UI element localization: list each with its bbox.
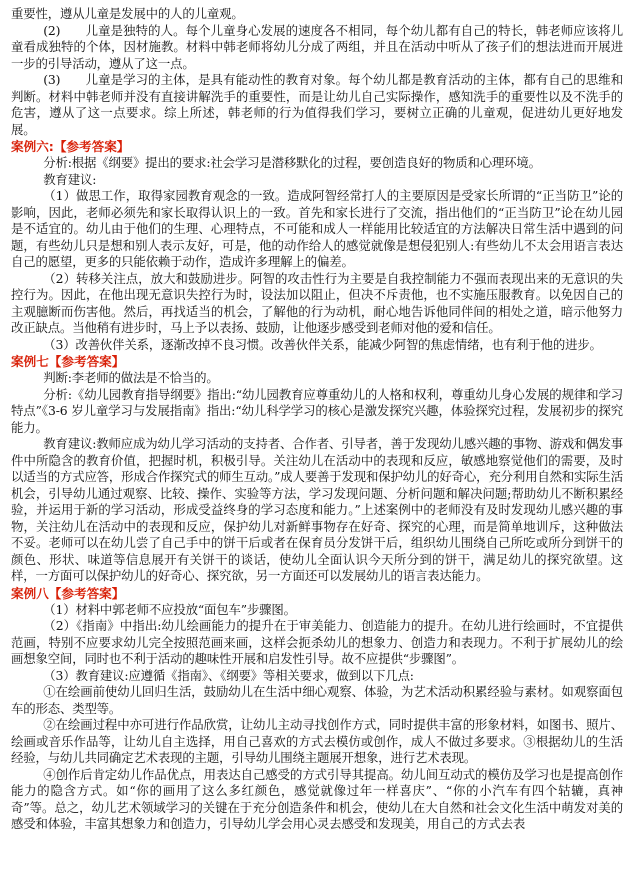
paragraph: 分析:根据《纲要》提出的要求:社会学习是潜移默化的过程，要创造良好的物质和心理环境。 [43,155,541,170]
document-page [11,6,623,833]
paragraph: ①在绘画前使幼儿回归生活，鼓励幼儿在生活中细心观察、体验，为艺术活动积累经验与素材。如观察面包车的形态、类型等。 [11,684,623,716]
paragraph: 重要性，遵从儿童是发展中的人的儿童观。 [11,6,244,21]
paragraph: (2) 儿童是独特的人。每个儿童身心发展的速度各不相同，每个幼儿都有自己的特长，韩老师应该将儿童看成独特的个体，因材施教。材料中韩老师将幼儿分成了两组，并且在活动中听从了孩子们的想法进而开展进一步的引导活动，遵从了这一点。 [11,22,623,71]
paragraph: （1）做思工作，取得家园教育观念的一致。造成阿智经常打人的主要原因是受家长所谓的“正当防卫”论的影响，因此，老师必须先和家长取得认识上的一致。首先和家长进行了交流，指出他们的“正当防卫”论在幼儿园是不适宜的。幼儿由于他们的生理、心理特点，不可能和成人一样能用比较适宜的方法解决日常生活中遇到的问题，有些幼儿只是想和别人表示友好，可是，他的动作给人的感觉就像是想侵犯别人:有些幼儿不太会用语言表达自己的愿望，更多的只能依赖于动作，造成许多理解上的偏差。 [11,188,623,269]
paragraph: （2）转移关注点，放大和鼓励进步。阿智的攻击性行为主要是自我控制能力不强而表现出来的无意识的失控行为。因此，在他出现无意识失控行为时，设法加以阻止，但决不斥责他，也不实施压服教育。以免因自己的主观臆断而伤害他。然后，再找适当的机会，了解他的行为动机，耐心地告诉他同伴间的相处之道，暗示他努力改正缺点。当他稍有进步时，马上予以表扬、鼓励，让他逐步感受到老师对他的爱和信任。 [11,270,623,335]
section-heading: 案例八【参考答案】 [11,585,125,601]
paragraph: ④创作后肯定幼儿作品优点，用表达自己感受的方式引导其提高。幼儿间互动式的模仿及学习也是提高创作能力的隐含方式。如“你的画用了这么多红颜色，感觉就像过年一样喜庆”、“你的小汽车有四个轱辘，真神奇”等。总之，幼儿艺术领域学习的关键在于充分创造条件和机会，使幼儿在大自然和社会文化生活中萌发对美的感受和体验，丰富其想象力和创造力，引导幼儿学会用心灵去感受和发现美，用自己的方式去表 [11,766,623,831]
paragraph: ②在绘画过程中亦可进行作品欣赏，让幼儿主动寻找创作方式，同时提供丰富的形象材料，如图书、照片、绘画或音乐作品等，让幼儿自主选择，用自己喜欢的方式去模仿或创作，成人不做过多要求。③根据幼儿的生活经验，与幼儿共同确定艺术表现的主题，引导幼儿围绕主题展开想象，进行艺术表现。 [11,717,623,765]
paragraph: 判断:李老师的做法是不恰当的。 [43,370,219,385]
section-heading: 案例七【参考答案】 [11,354,125,369]
paragraph: 教育建议:教师应成为幼儿学习活动的支持者、合作者、引导者，善于发现幼儿感兴趣的事物、游戏和偶发事件中所隐含的教育价值，把握时机，积极引导。关注幼儿在活动中的表现和反应，敏感地察觉他们的需要，及时以适当的方式应答，形成合作探究式的师生互动。”成人要善于发现和保护幼儿的好奇心，充分利用自然和实际生活机会，引导幼儿通过观察、比较、操作、实验等方法，学习发现问题、分析问题和解决问题;帮助幼儿不断积累经验，并运用于新的学习活动，形成受益终身的学习态度和能力。”上述案例中的老师没有及时发现幼儿感兴趣的事物，关注幼儿在活动中的表现和反应，保护幼儿对新鲜事物存在好奇、探究的心理，而是简单地训斥，这种做法不妥。老师可以在幼儿尝了自己手中的饼干后或者在保育员分发饼干后，组织幼儿围绕自己所吃或所分到饼干的颜色、形状、味道等信息展开有关饼干的谈话，使幼儿全面认识今天所分到的饼干，满足幼儿的探究欲望。这样，一方面可以保护幼儿的好奇心、探究欲，另一方面还可以发展幼儿的语言表达能力。 [11,436,624,583]
paragraph: （3）教育建议:应遵循《指南》、《纲要》等相关要求，做到以下几点: [43,667,414,683]
paragraph: 教育建议: [43,171,97,187]
paragraph: 分析:《幼儿园教育指导纲要》指出:“幼儿园教育应尊重幼儿的人格和权利，尊重幼儿身心发展的规律和学习特点”《3-6 岁儿童学习与发展指南》指出:“幼儿科学学习的核心是激发探究兴趣，体验探究过程，发展初步的探究能力。 [11,386,623,435]
paragraph: （1）材料中郭老师不应投放“面包车”步骤图。 [43,601,296,617]
paragraph: (3) 儿童是学习的主体，是具有能动性的教育对象。每个幼儿都是教育活动的主体，都有自己的思维和判断。材料中韩老师并没有直接讲解洗手的重要性，而是让幼儿自己实际操作，感知洗手的重要性以及不洗手的危害，遵从了这一点要求。综上所述，韩老师的行为值得我们学习，要树立正确的儿童观，促进幼儿更好地发展。 [11,72,623,137]
paragraph: （2）《指南》中指出:幼儿绘画能力的提升在于审美能力、创造能力的提升。在幼儿进行绘画时，不宜提供范画，特别不应要求幼儿完全按照范画来画，这样会扼杀幼儿的想象力、创造力和表现力。不利于扩展幼儿的绘画想象空间，同时也不利于活动的趣味性开展和启发性引导。故不应提供“步骤图”。 [11,618,623,666]
paragraph: （3）改善伙伴关系，逐渐改掉不良习惯。改善伙伴关系，能减少阿智的焦虑情绪，也有利于他的进步。 [43,336,602,352]
section-heading: 案例六:【参考答案】 [11,139,130,154]
